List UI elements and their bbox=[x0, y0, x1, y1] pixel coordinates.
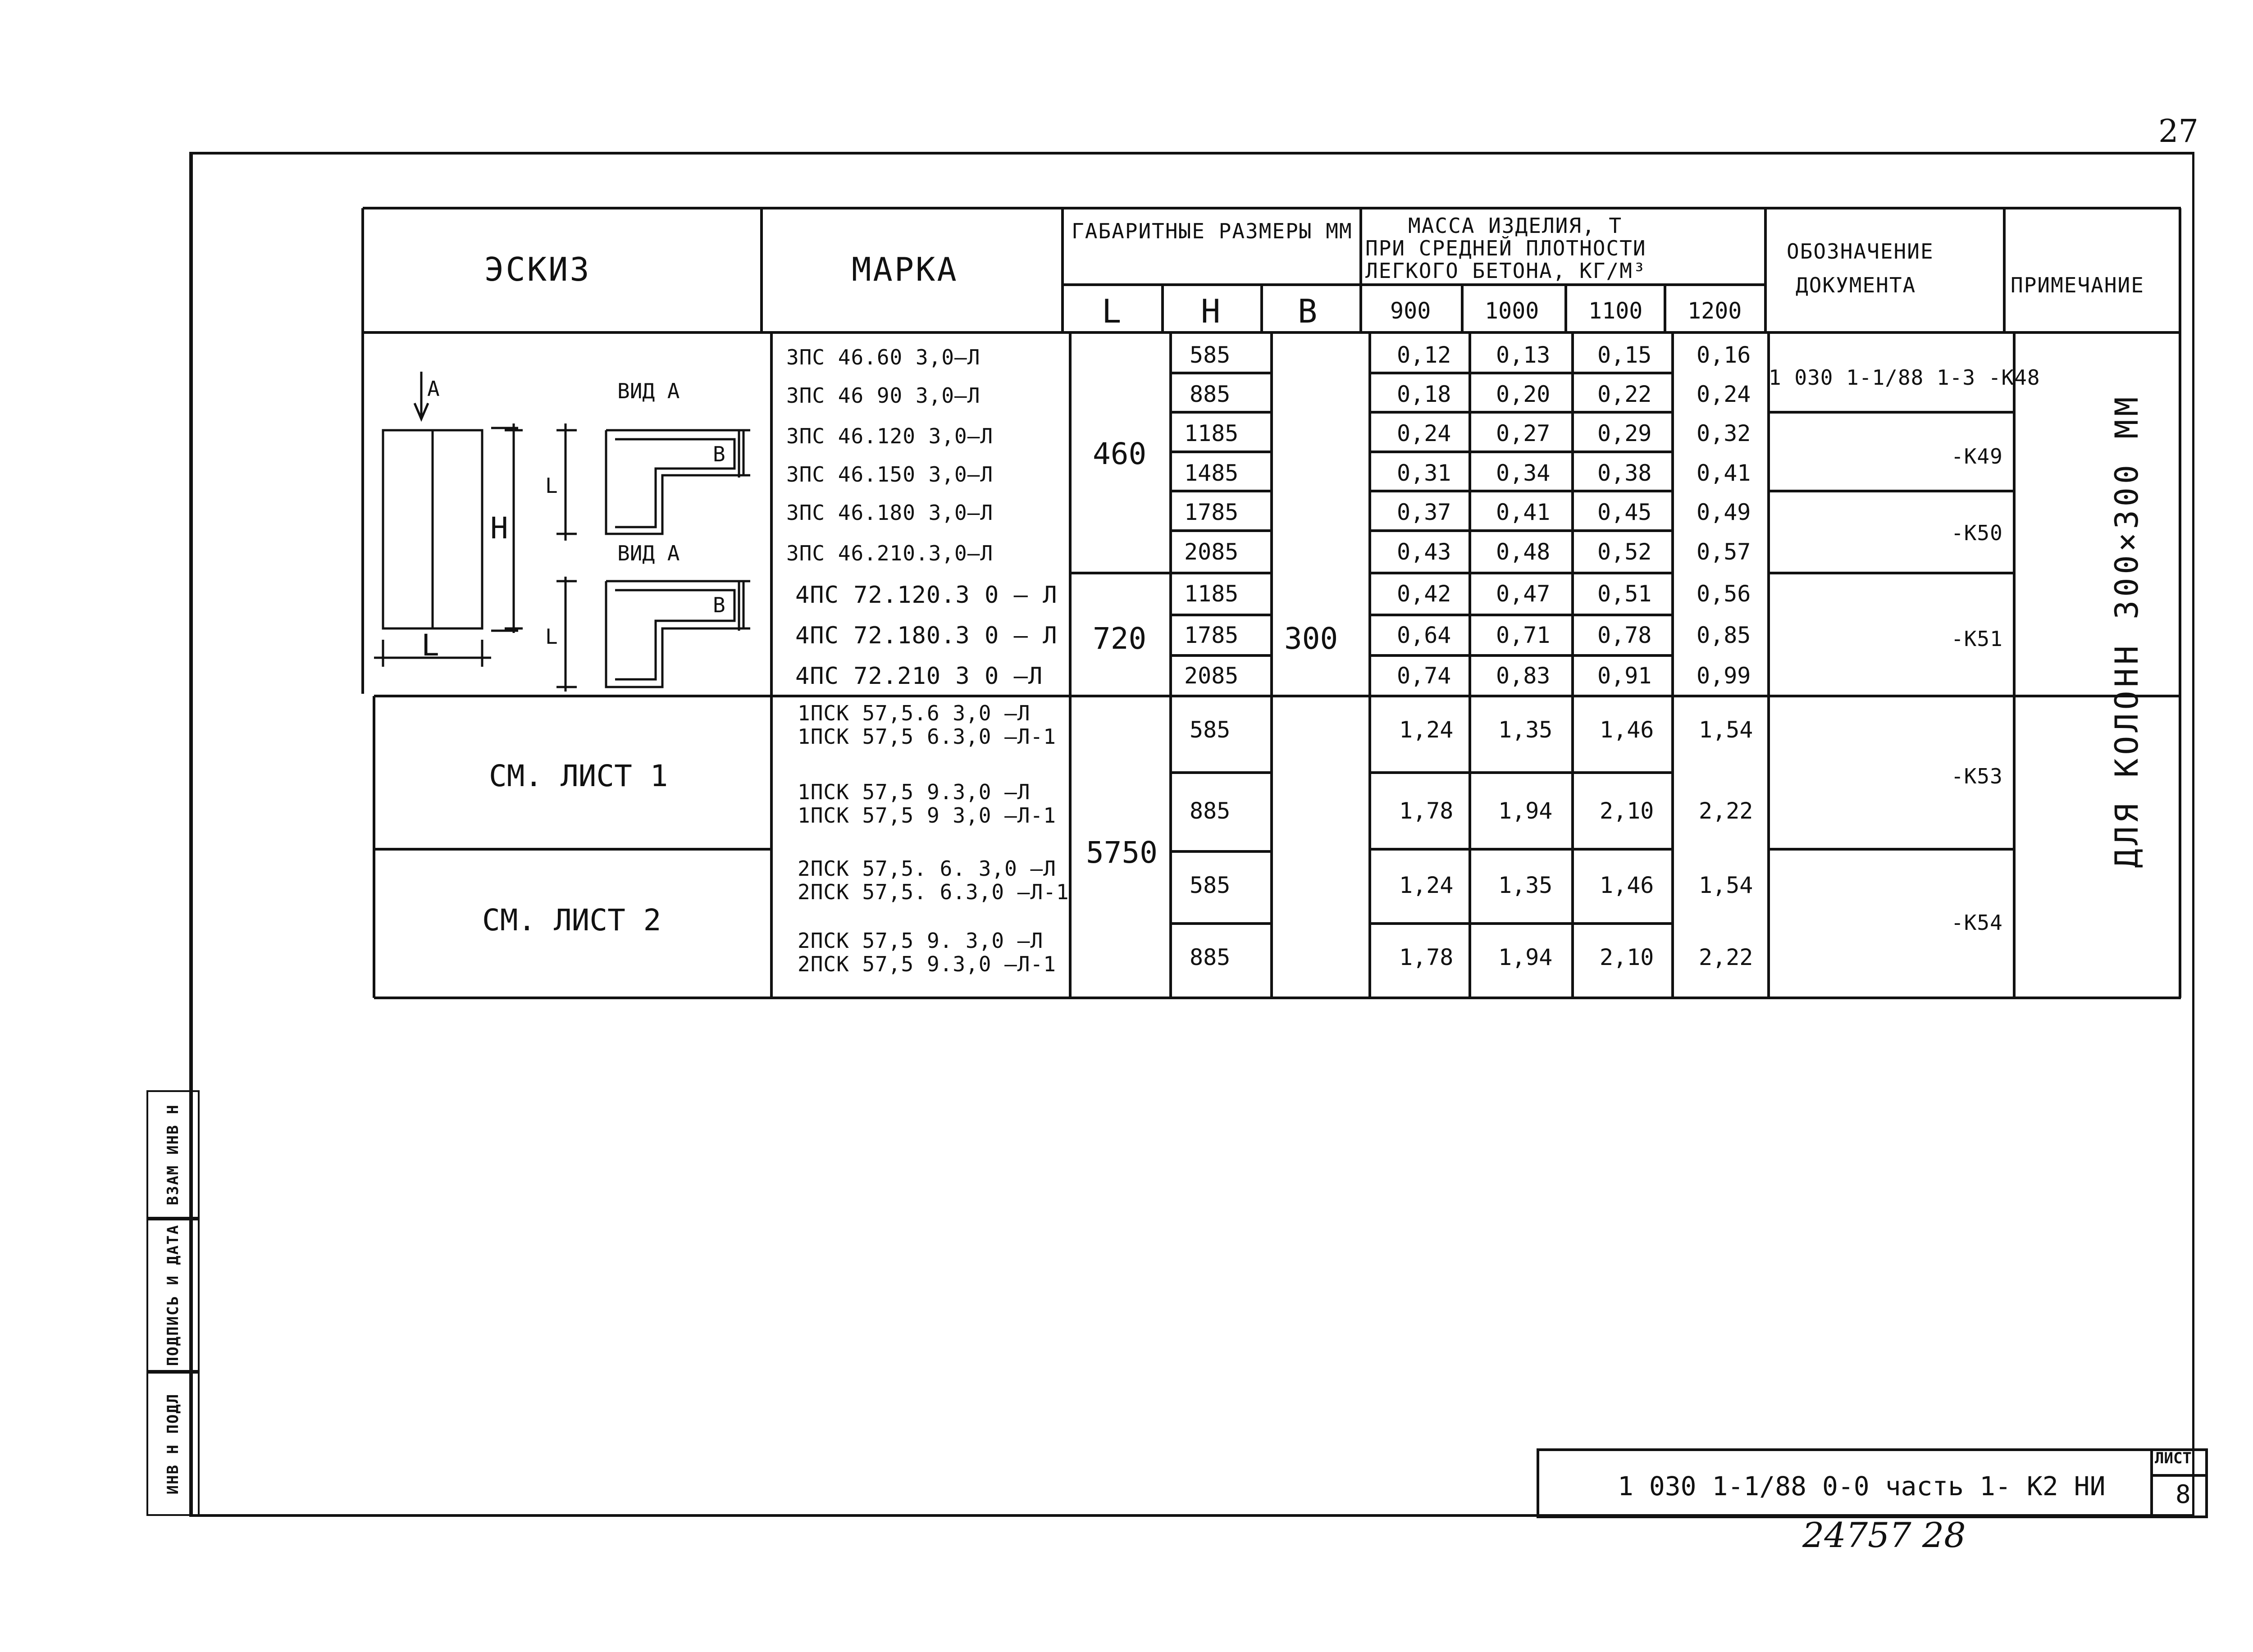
table-row-h: 1185 bbox=[1184, 581, 1239, 607]
dim-b-label-2: В bbox=[713, 593, 725, 617]
table-row-mark: 4ПС 72.210 3 0 —Л bbox=[795, 663, 1043, 690]
table-row-h: 885 bbox=[1190, 381, 1231, 407]
group1-mark: 1ПСК 57,5 9.3,0 —Л bbox=[798, 780, 1031, 804]
table-row-mass: 0,27 bbox=[1496, 420, 1551, 446]
sheet-label: ЛИСТ bbox=[2155, 1449, 2192, 1467]
group-mass: 1,94 bbox=[1498, 798, 1553, 824]
side-label-strip bbox=[146, 1090, 200, 1516]
density-1200: 1200 bbox=[1687, 298, 1742, 324]
header-mass-1: МАССА ИЗДЕЛИЯ, Т bbox=[1408, 214, 1623, 238]
group-mass: 1,46 bbox=[1600, 872, 1654, 898]
side-cell-replace bbox=[146, 1090, 200, 1219]
table-row-mass: 0,49 bbox=[1697, 499, 1751, 525]
table-row-h: 2085 bbox=[1184, 539, 1239, 565]
note-vertical: ДЛЯ КОЛОНН 300×300 ММ bbox=[2108, 393, 2145, 868]
sheet-number: 8 bbox=[2175, 1480, 2191, 1509]
group1-sketch-ref: СМ. ЛИСТ 1 bbox=[489, 759, 668, 793]
table-row-mass: 0,20 bbox=[1496, 381, 1551, 407]
header-sketch: ЭСКИЗ bbox=[484, 250, 591, 288]
side-text: ПОДПИСЬ И ДАТА bbox=[164, 1224, 182, 1366]
view-a-label-1: ВИД А bbox=[617, 379, 680, 403]
dim-b-label-1: В bbox=[713, 442, 725, 466]
table-row-mark: 3ПС 46.60 3,0—Л bbox=[786, 345, 981, 369]
group2-mark: 2ПСК 57,5 9.3,0 —Л-1 bbox=[798, 952, 1056, 976]
dim-h-label: Н bbox=[490, 511, 508, 546]
table-row-mass: 0,42 bbox=[1397, 581, 1451, 607]
group1-mark: 1ПСК 57,5 9 3,0 —Л-1 bbox=[798, 803, 1056, 828]
table-row-h: 585 bbox=[1190, 342, 1231, 368]
dim-l-label-2: L bbox=[545, 473, 558, 498]
table-row-mass: 0,51 bbox=[1597, 581, 1652, 607]
table-row-h: 1785 bbox=[1184, 622, 1239, 648]
dim-l-720: 720 bbox=[1093, 621, 1147, 656]
table-row-mass: 0,37 bbox=[1397, 499, 1451, 525]
table-row-mass: 0,83 bbox=[1496, 663, 1551, 689]
group-mass: 1,24 bbox=[1399, 717, 1454, 743]
table-row-mark: 4ПС 72.120.3 0 — Л bbox=[795, 582, 1058, 609]
doc-k50: -К50 bbox=[1951, 521, 2003, 545]
table-row-mass: 0,32 bbox=[1697, 420, 1751, 446]
table-row-mark: 3ПС 46 90 3,0—Л bbox=[786, 383, 981, 408]
group-mass: 1,78 bbox=[1399, 944, 1454, 970]
group-mass: 2,22 bbox=[1699, 798, 1753, 824]
group-mass: 1,78 bbox=[1399, 798, 1454, 824]
table-row-mass: 0,48 bbox=[1496, 539, 1551, 565]
density-1000: 1000 bbox=[1485, 298, 1539, 324]
header-dim-B: B bbox=[1298, 292, 1318, 330]
table-row-mass: 0,24 bbox=[1697, 381, 1751, 407]
table-row-h: 1485 bbox=[1184, 460, 1239, 486]
table-row-h: 1785 bbox=[1184, 499, 1239, 525]
group1-mark: 1ПСК 57,5.6 3,0 —Л bbox=[798, 701, 1031, 725]
table-row-mass: 0,71 bbox=[1496, 622, 1551, 648]
table-row-mass: 0,85 bbox=[1697, 622, 1751, 648]
header-doc-1: ОБОЗНАЧЕНИЕ bbox=[1787, 239, 1934, 264]
group-mass: 1,54 bbox=[1699, 717, 1753, 743]
table-row-mark: 4ПС 72.180.3 0 — Л bbox=[795, 622, 1058, 649]
table-row-mark: 3ПС 46.120 3,0—Л bbox=[786, 424, 994, 448]
group2-mark: 2ПСК 57,5. 6.3,0 —Л-1 bbox=[798, 880, 1069, 904]
group-mass: 2,22 bbox=[1699, 944, 1753, 970]
dim-l-label-3: L bbox=[545, 624, 558, 649]
table-row-mass: 0,64 bbox=[1397, 622, 1451, 648]
page-number: 27 bbox=[2158, 113, 2199, 150]
doc-k53: -К53 bbox=[1951, 764, 2003, 788]
table-row-mass: 0,18 bbox=[1397, 381, 1451, 407]
table-row-mark: 3ПС 46.210.3,0—Л bbox=[786, 541, 994, 565]
dim-b-300: 300 bbox=[1284, 621, 1338, 656]
table-row-mass: 0,78 bbox=[1597, 622, 1652, 648]
table-row-mark: 3ПС 46.150 3,0—Л bbox=[786, 462, 994, 487]
stamp-code: 1 030 1-1/88 0-0 часть 1- К2 НИ bbox=[1618, 1471, 2106, 1502]
table-row-mass: 0,16 bbox=[1697, 342, 1751, 368]
dim-l-5750: 5750 bbox=[1086, 835, 1158, 870]
group2-mark: 2ПСК 57,5 9. 3,0 —Л bbox=[798, 928, 1044, 953]
group1-mark: 1ПСК 57,5 6.3,0 —Л-1 bbox=[798, 724, 1056, 749]
group-mass: 1,24 bbox=[1399, 872, 1454, 898]
header-mass-2: ПРИ СРЕДНЕЙ ПЛОТНОСТИ bbox=[1365, 236, 1646, 260]
header-note: ПРИМЕЧАНИЕ bbox=[2011, 273, 2144, 297]
header-dim-H: H bbox=[1201, 292, 1221, 330]
table-row-mass: 0,41 bbox=[1496, 499, 1551, 525]
side-cell-inventory bbox=[146, 1372, 200, 1516]
doc-k51: -К51 bbox=[1951, 627, 2003, 651]
table-row-mass: 0,56 bbox=[1697, 581, 1751, 607]
group2-mark: 2ПСК 57,5. 6. 3,0 —Л bbox=[798, 856, 1056, 881]
group1-h: 585 bbox=[1190, 717, 1231, 743]
group-mass: 2,10 bbox=[1600, 944, 1654, 970]
group-mass: 1,46 bbox=[1600, 717, 1654, 743]
table-row-mass: 0,15 bbox=[1597, 342, 1652, 368]
view-a-label-2: ВИД А bbox=[617, 541, 680, 565]
side-text: ИНВ Н ПОДЛ bbox=[164, 1393, 182, 1495]
table-row-h: 1185 bbox=[1184, 420, 1239, 446]
table-row-mass: 0,38 bbox=[1597, 460, 1652, 486]
header-mass-3: ЛЕГКОГО БЕТОНА, КГ/М³ bbox=[1365, 259, 1646, 283]
dim-l-label: L bbox=[421, 628, 439, 663]
group2-sketch-ref: СМ. ЛИСТ 2 bbox=[482, 903, 661, 937]
table-row-mark: 3ПС 46.180 3,0—Л bbox=[786, 501, 994, 525]
group2-h: 585 bbox=[1190, 872, 1231, 898]
group-mass: 1,94 bbox=[1498, 944, 1553, 970]
density-1100: 1100 bbox=[1588, 298, 1643, 324]
group2-h: 885 bbox=[1190, 944, 1231, 970]
table-row-mass: 0,31 bbox=[1397, 460, 1451, 486]
table-row-mass: 0,74 bbox=[1397, 663, 1451, 689]
table-row-mass: 0,57 bbox=[1697, 539, 1751, 565]
group-mass: 1,35 bbox=[1498, 872, 1553, 898]
group-mass: 1,54 bbox=[1699, 872, 1753, 898]
doc-k49: -К49 bbox=[1951, 444, 2003, 469]
doc-k48: 1 030 1-1/88 1-3 -К48 bbox=[1769, 365, 2040, 390]
table-row-mass: 0,43 bbox=[1397, 539, 1451, 565]
table-row-h: 2085 bbox=[1184, 663, 1239, 689]
handwritten-number: 24757 28 bbox=[1802, 1515, 1966, 1555]
side-cell-signature bbox=[146, 1219, 200, 1372]
header-dim-L: L bbox=[1102, 292, 1122, 330]
arrow-a-label: А bbox=[427, 377, 440, 401]
table-row-mass: 0,99 bbox=[1697, 663, 1751, 689]
group-mass: 2,10 bbox=[1600, 798, 1654, 824]
header-doc-2: ДОКУМЕНТА bbox=[1796, 273, 1916, 297]
table-row-mass: 0,12 bbox=[1397, 342, 1451, 368]
dim-l-460: 460 bbox=[1093, 437, 1147, 471]
header-mark: МАРКА bbox=[852, 250, 958, 288]
table-row-mass: 0,29 bbox=[1597, 420, 1652, 446]
table-row-mass: 0,13 bbox=[1496, 342, 1551, 368]
table-row-mass: 0,34 bbox=[1496, 460, 1551, 486]
header-dims: ГАБАРИТНЫЕ РАЗМЕРЫ ММ bbox=[1072, 219, 1353, 243]
table-row-mass: 0,47 bbox=[1496, 581, 1551, 607]
table-row-mass: 0,91 bbox=[1597, 663, 1652, 689]
table-row-mass: 0,24 bbox=[1397, 420, 1451, 446]
table-row-mass: 0,22 bbox=[1597, 381, 1652, 407]
table-row-mass: 0,52 bbox=[1597, 539, 1652, 565]
side-text: ВЗАМ ИНВ Н bbox=[164, 1104, 182, 1205]
doc-k54: -К54 bbox=[1951, 910, 2003, 935]
density-900: 900 bbox=[1390, 298, 1431, 324]
table-row-mass: 0,45 bbox=[1597, 499, 1652, 525]
group-mass: 1,35 bbox=[1498, 717, 1553, 743]
table-row-mass: 0,41 bbox=[1697, 460, 1751, 486]
group1-h: 885 bbox=[1190, 798, 1231, 824]
